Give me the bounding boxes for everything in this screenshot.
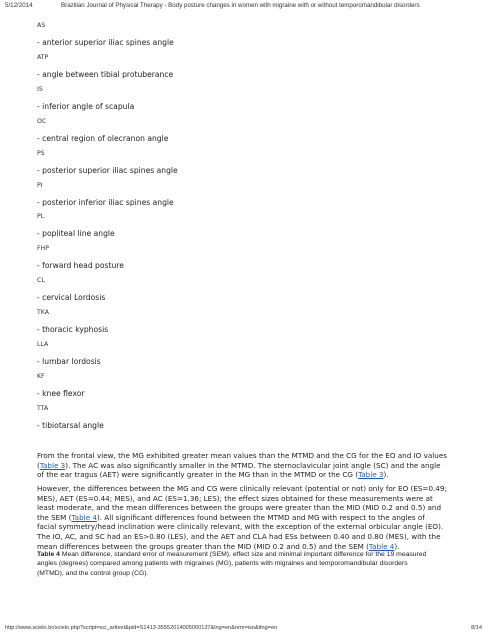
page-header [5,2,484,12]
table-4-link[interactable]: Table 4 [71,512,97,522]
text-line: least moderate, and the mean differences between the groups were greater than the MID (MID 0.2 and 0.5) and [37,503,442,513]
abbreviation-code: OC [37,117,47,125]
abbreviation-code: CL [37,277,45,285]
caption-label: Table 4 [37,551,60,558]
abbreviation-definition: - popliteal line angle [37,229,115,239]
abbreviation-definition: - posterior inferior iliac spines angle [37,197,174,207]
abbreviation-code: PI [37,181,43,189]
abbreviation-definition: - knee flexor [37,388,85,398]
page-url: http://www.scielo.br/scielo.php?script=sci_arttext&pid=S1413-35552014005000137&lng=en&nrm=iso&tlng=en [5,625,278,631]
abbreviation-definition: - forward head posture [37,261,124,271]
abbreviation-definition: - tibiotarsal angle [37,420,104,430]
abbreviation-definition: - angle between tibial protuberance [37,69,174,79]
text-line: mean differences between the groups greater than the MID (MID 0.2 and 0.5) and the SEM (Table 4). [37,541,400,551]
paragraph-clinical-relevance [37,484,467,551]
page-title: Brazilian Journal of Physical Therapy - Body posture changes in women with migraine with or without temporomandibular disorders [61,2,420,9]
abbreviation-definition: - posterior superior iliac spines angle [37,165,178,175]
text-line: From the frontal view, the MG exhibited greater mean values than the MTMD and the CG for the EO and IO values [37,451,448,460]
abbreviation-code: AS [37,22,46,29]
caption-line: angles (degrees) compared among patients with migraines (MG), patients with migraines and temporomandibular disorders [37,560,408,568]
abbreviation-definition: - anterior superior iliac spines angle [37,38,174,47]
text-line: The IO, AC, and SC had an ES>0.80 (LES), and the AET and CLA had ESs between 0.40 and 0.80 (MES), with the [37,531,441,541]
abbreviation-code: FHP [37,245,49,253]
page-footer [5,625,482,634]
table-4-link[interactable]: Table 4 [368,541,395,551]
table-3-link[interactable]: Table 3 [39,460,66,470]
text-line: the SEM (Table 4). All significant differences found between the MTMD and MG with respect to the angles of [37,512,425,522]
abbreviation-code: PL [37,213,45,221]
table-4-caption: Table 4 Mean difference, standard error of measurement (SEM), effect size and minimal important difference for the 19 measured angles (degrees) compared among patients with migraines (MG), patients with migraines and temporomandibular disorders (MTMD), and the control group (CG). [37,550,467,578]
abbreviation-code: TKA [37,309,49,317]
text-line: However, the differences between the MG and CG were clinically relevant (potential or not) only for EO (ES=0.49; [37,484,447,493]
page-number: 8/14 [471,625,482,631]
abbreviation-definition: - inferior angle of scapula [37,101,135,111]
abbreviation-definition: - central region of olecranon angle [37,133,169,143]
table-3-link[interactable]: Table 3 [358,470,384,480]
text-line: MES), AET (ES=0.44; MES), and AC (ES=1.36; LES); the effect sizes obtained for these measurements were at [37,493,433,503]
abbreviation-definition: - lumbar lordosis [37,357,101,366]
abbreviation-code: TTA [37,404,49,412]
text-line: facial symmetry/head inclination were clinically relevant, with the exception of the external orbicular angle (EO). [37,522,444,532]
abbreviation-definition: - thoracic kyphosis [37,325,109,335]
text-line: of the ear tragus (AET) were significantly greater in the MG than in the MTMD or the CG (Table 3). [37,470,389,480]
abbreviation-code: LLA [37,341,49,348]
print-date: 5/12/2014 [5,2,33,9]
caption-line: (MTMD), and the control group (CG). [37,569,149,577]
abbreviation-code: ATP [37,53,49,61]
abbreviation-code: KF [37,372,45,380]
abbreviation-code: PS [37,149,45,157]
abbreviation-code: IS [37,85,43,93]
text-line: (Table 3). The AC was also significantly smaller in the MTMD. The sternoclavicular joint angle (SC) and the angle [37,460,441,470]
paragraph-frontal-view [37,451,467,480]
abbreviation-definition: - cervical Lordosis [37,293,106,303]
